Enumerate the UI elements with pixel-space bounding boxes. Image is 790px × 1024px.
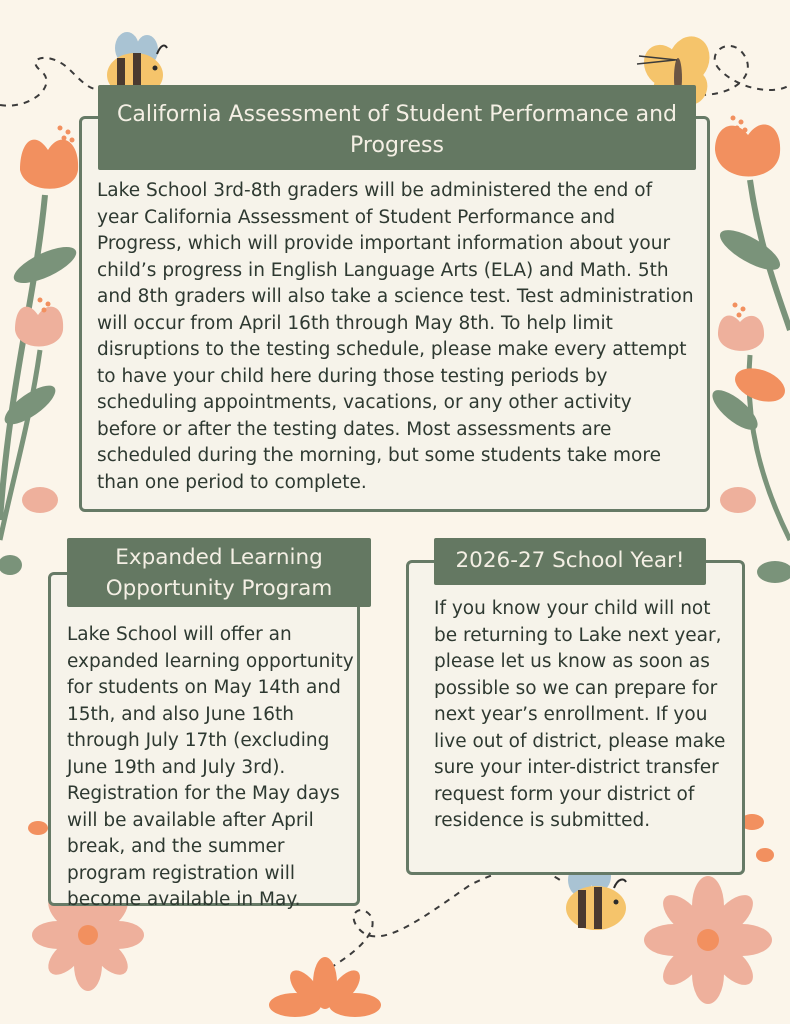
daisy-right-icon [644,876,772,1004]
pink-tulip-right-icon [718,316,764,351]
orange-tulip-right-icon [715,124,780,176]
school-year-body: If you know your child will not be returning to Lake next year, please let us know as soon as possible so we can prepare for next year’s enrollment. If you live out of district, please make sure your inter-district transfer request form your district of residence is submitted. [434,598,726,831]
butterfly-flight-path [700,46,790,95]
orange-flower-right-small-icon [740,814,774,862]
elop-body: Lake School will offer an expanded learning opportunity for students on May 14th and 15th, and also June 16th through July 17th (excluding June 19th and July 3rd). Registration for the May days will be available after April break, and the summer program registration will become available in May. [67,624,354,910]
assessment-body: Lake School 3rd-8th graders will be administered the end of year California Assessment of Student Performance and Progress, which will provide important information about your child’s progress in English Language Arts (ELA) and Math. 5th and 8th graders will also take a science test. Test administration will occur from April 16th through May 8th. To help limit disruptions to the testing schedule, please make every attempt to have your child here during those testing periods by scheduling appointments, vacations, or any other activity before or after the testing dates. Most assessments are scheduled during the morning, but some students take more than one period to complete. [97,180,694,493]
school-year-title: 2026-27 School Year! [434,538,706,585]
orange-tulip-left-icon [20,140,78,189]
pink-tulip-left-icon [15,307,63,347]
assessment-title: California Assessment of Student Performance and Progress [98,85,696,170]
orange-flower-left-small-icon [28,821,48,835]
bee-flight-path-top [0,58,105,106]
elop-title: Expanded Learning Opportunity Program [67,538,371,607]
daisy-bottom-center-icon [269,957,381,1017]
